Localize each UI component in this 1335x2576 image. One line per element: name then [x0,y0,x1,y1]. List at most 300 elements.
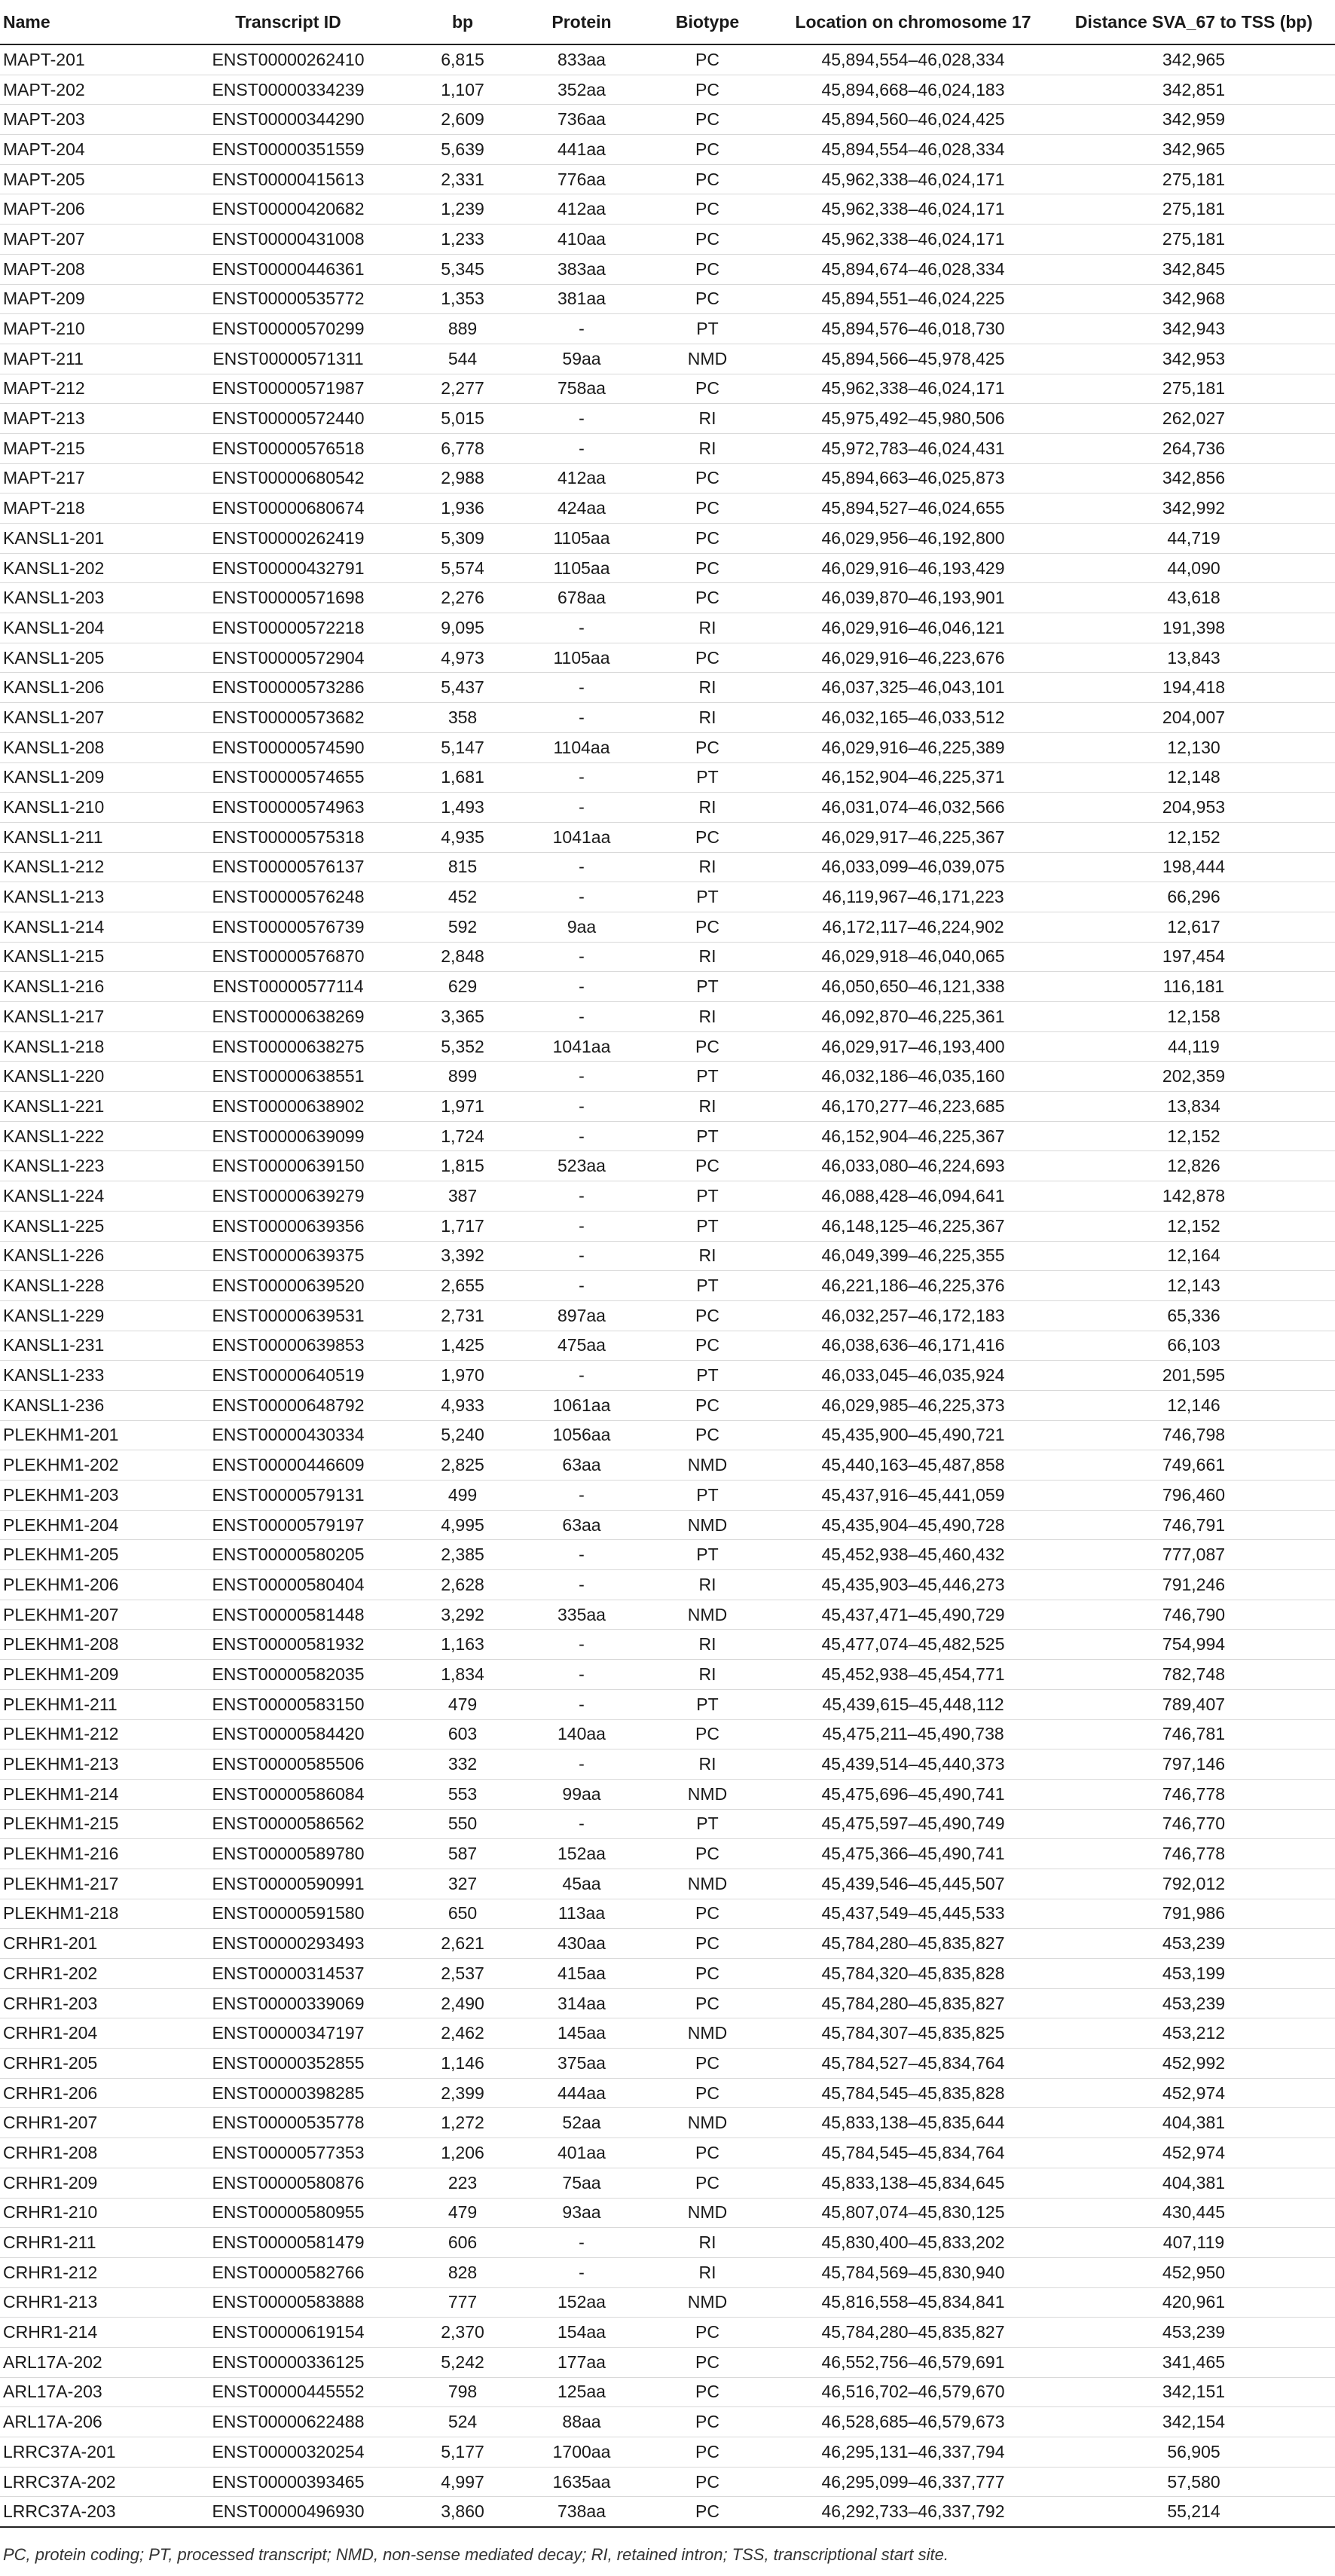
cell-name: KANSL1-229 [0,1300,173,1331]
table-row [0,1600,1335,1630]
table-row [0,1241,1335,1271]
cell-bp: 1,353 [403,284,522,314]
table-row [0,2377,1335,2407]
cell-biotype: PC [641,2437,774,2468]
cell-distance: 342,845 [1052,254,1335,284]
cell-name: KANSL1-216 [0,972,173,1002]
cell-protein: - [522,1570,641,1600]
table-row [0,164,1335,194]
table-row [0,762,1335,793]
cell-transcript-id: ENST00000576518 [173,433,403,463]
cell-biotype: PT [641,972,774,1002]
cell-biotype: PT [641,1211,774,1241]
cell-location: 46,029,918–46,040,065 [774,942,1052,972]
cell-bp: 1,425 [403,1331,522,1361]
cell-distance: 453,239 [1052,1988,1335,2018]
cell-biotype: PT [641,314,774,344]
cell-name: KANSL1-201 [0,524,173,554]
cell-location: 45,894,554–46,028,334 [774,135,1052,165]
cell-bp: 3,292 [403,1600,522,1630]
cell-bp: 327 [403,1869,522,1899]
cell-biotype: PT [641,1361,774,1391]
table-row [0,673,1335,703]
header-protein: Protein [522,0,641,44]
cell-biotype: PT [641,1121,774,1151]
cell-name: MAPT-217 [0,463,173,494]
table-row [0,1271,1335,1301]
cell-transcript-id: ENST00000415613 [173,164,403,194]
cell-location: 46,029,917–46,225,367 [774,822,1052,852]
cell-distance: 12,152 [1052,822,1335,852]
cell-biotype: RI [641,673,774,703]
cell-biotype: PC [641,822,774,852]
cell-bp: 2,848 [403,942,522,972]
cell-location: 45,830,400–45,833,202 [774,2228,1052,2258]
cell-distance: 66,103 [1052,1331,1335,1361]
cell-transcript-id: ENST00000431008 [173,225,403,255]
cell-name: KANSL1-231 [0,1331,173,1361]
table-row [0,524,1335,554]
cell-protein: - [522,613,641,643]
cell-biotype: PC [641,1331,774,1361]
cell-biotype: RI [641,613,774,643]
cell-distance: 12,158 [1052,1002,1335,1032]
cell-name: ARL17A-202 [0,2347,173,2377]
table-body [0,44,1335,2527]
cell-transcript-id: ENST00000579131 [173,1481,403,1511]
cell-transcript-id: ENST00000577114 [173,972,403,1002]
cell-transcript-id: ENST00000336125 [173,2347,403,2377]
header-biotype: Biotype [641,0,774,44]
cell-protein: - [522,972,641,1002]
cell-location: 46,295,131–46,337,794 [774,2437,1052,2468]
cell-distance: 204,953 [1052,793,1335,823]
table-row [0,613,1335,643]
cell-protein: 45aa [522,1869,641,1899]
cell-location: 46,552,756–46,579,691 [774,2347,1052,2377]
cell-bp: 2,988 [403,463,522,494]
cell-transcript-id: ENST00000262419 [173,524,403,554]
cell-bp: 650 [403,1899,522,1929]
cell-distance: 746,781 [1052,1719,1335,1749]
cell-name: LRRC37A-202 [0,2467,173,2497]
cell-biotype: PT [641,1689,774,1719]
cell-name: KANSL1-212 [0,852,173,882]
table-row [0,1121,1335,1151]
cell-bp: 1,815 [403,1151,522,1181]
table-row [0,2078,1335,2108]
cell-transcript-id: ENST00000581479 [173,2228,403,2258]
cell-biotype: PC [641,1390,774,1420]
header-bp: bp [403,0,522,44]
cell-bp: 4,933 [403,1390,522,1420]
table-row [0,1420,1335,1450]
cell-protein: 897aa [522,1300,641,1331]
cell-name: KANSL1-225 [0,1211,173,1241]
cell-bp: 524 [403,2407,522,2437]
table-row [0,254,1335,284]
cell-bp: 5,015 [403,404,522,434]
cell-protein: - [522,433,641,463]
cell-name: CRHR1-206 [0,2078,173,2108]
cell-protein: 412aa [522,463,641,494]
cell-transcript-id: ENST00000586084 [173,1779,403,1809]
cell-biotype: NMD [641,1869,774,1899]
table-row [0,732,1335,762]
cell-location: 45,894,527–46,024,655 [774,494,1052,524]
cell-bp: 3,365 [403,1002,522,1032]
cell-protein: 152aa [522,1839,641,1869]
cell-name: PLEKHM1-214 [0,1779,173,1809]
cell-name: KANSL1-217 [0,1002,173,1032]
table-row [0,2407,1335,2437]
table-row [0,1660,1335,1690]
cell-bp: 2,399 [403,2078,522,2108]
cell-protein: 59aa [522,344,641,374]
cell-distance: 12,617 [1052,912,1335,942]
cell-protein: - [522,1241,641,1271]
cell-transcript-id: ENST00000648792 [173,1390,403,1420]
cell-transcript-id: ENST00000639356 [173,1211,403,1241]
cell-bp: 5,352 [403,1031,522,1062]
cell-biotype: PC [641,1988,774,2018]
cell-distance: 782,748 [1052,1660,1335,1690]
cell-bp: 5,574 [403,553,522,583]
cell-distance: 44,090 [1052,553,1335,583]
cell-distance: 56,905 [1052,2437,1335,2468]
cell-bp: 815 [403,852,522,882]
cell-protein: 738aa [522,2497,641,2527]
table-row [0,1719,1335,1749]
cell-transcript-id: ENST00000585506 [173,1749,403,1780]
cell-distance: 55,214 [1052,2497,1335,2527]
cell-protein: 833aa [522,44,641,75]
cell-protein: - [522,703,641,733]
cell-protein: 9aa [522,912,641,942]
table-row [0,44,1335,75]
cell-biotype: PC [641,2377,774,2407]
cell-protein: 736aa [522,105,641,135]
table-row [0,1839,1335,1869]
cell-location: 45,962,338–46,024,171 [774,374,1052,404]
cell-bp: 1,107 [403,75,522,105]
cell-name: KANSL1-211 [0,822,173,852]
cell-protein: - [522,1809,641,1839]
cell-transcript-id: ENST00000622488 [173,2407,403,2437]
table-row [0,2287,1335,2318]
cell-transcript-id: ENST00000572440 [173,404,403,434]
cell-biotype: PC [641,1300,774,1331]
cell-location: 46,152,904–46,225,367 [774,1121,1052,1151]
table-row [0,314,1335,344]
table-row [0,75,1335,105]
cell-bp: 499 [403,1481,522,1511]
cell-location: 45,962,338–46,024,171 [774,225,1052,255]
cell-bp: 2,609 [403,105,522,135]
cell-transcript-id: ENST00000496930 [173,2497,403,2527]
cell-protein: 381aa [522,284,641,314]
cell-location: 45,435,900–45,490,721 [774,1420,1052,1450]
cell-protein: - [522,1181,641,1212]
cell-name: PLEKHM1-202 [0,1450,173,1481]
cell-location: 45,440,163–45,487,858 [774,1450,1052,1481]
cell-transcript-id: ENST00000334239 [173,75,403,105]
cell-transcript-id: ENST00000573682 [173,703,403,733]
cell-bp: 629 [403,972,522,1002]
cell-name: PLEKHM1-212 [0,1719,173,1749]
table-row [0,2108,1335,2138]
cell-distance: 749,661 [1052,1450,1335,1481]
cell-protein: 93aa [522,2198,641,2228]
cell-biotype: PC [641,732,774,762]
cell-bp: 550 [403,1809,522,1839]
table-row [0,1151,1335,1181]
cell-distance: 746,778 [1052,1839,1335,1869]
cell-location: 45,894,576–46,018,730 [774,314,1052,344]
cell-bp: 1,206 [403,2138,522,2168]
cell-distance: 142,878 [1052,1181,1335,1212]
cell-transcript-id: ENST00000639375 [173,1241,403,1271]
cell-location: 45,833,138–45,834,645 [774,2168,1052,2198]
cell-bp: 223 [403,2168,522,2198]
cell-protein: 352aa [522,75,641,105]
cell-name: MAPT-210 [0,314,173,344]
cell-location: 45,475,211–45,490,738 [774,1719,1052,1749]
cell-transcript-id: ENST00000580876 [173,2168,403,2198]
cell-bp: 2,825 [403,1450,522,1481]
cell-protein: 1105aa [522,643,641,673]
cell-biotype: NMD [641,1510,774,1540]
cell-biotype: PC [641,1151,774,1181]
cell-location: 46,221,186–46,225,376 [774,1271,1052,1301]
cell-protein: - [522,762,641,793]
cell-name: KANSL1-220 [0,1062,173,1092]
cell-bp: 606 [403,2228,522,2258]
cell-location: 46,032,186–46,035,160 [774,1062,1052,1092]
cell-protein: - [522,852,641,882]
cell-name: KANSL1-203 [0,583,173,613]
cell-location: 45,439,615–45,448,112 [774,1689,1052,1719]
cell-protein: 145aa [522,2018,641,2049]
cell-biotype: PC [641,2347,774,2377]
cell-protein: - [522,1211,641,1241]
cell-transcript-id: ENST00000583888 [173,2287,403,2318]
table-row [0,553,1335,583]
cell-bp: 5,242 [403,2347,522,2377]
cell-protein: 1105aa [522,553,641,583]
cell-location: 45,807,074–45,830,125 [774,2198,1052,2228]
cell-transcript-id: ENST00000638275 [173,1031,403,1062]
cell-transcript-id: ENST00000572904 [173,643,403,673]
cell-distance: 57,580 [1052,2467,1335,2497]
table-row [0,2198,1335,2228]
cell-name: PLEKHM1-218 [0,1899,173,1929]
cell-location: 45,784,569–45,830,940 [774,2257,1052,2287]
table-row [0,882,1335,912]
cell-biotype: PC [641,1420,774,1450]
cell-name: PLEKHM1-206 [0,1570,173,1600]
cell-location: 45,475,696–45,490,741 [774,1779,1052,1809]
cell-name: PLEKHM1-203 [0,1481,173,1511]
table-row [0,1002,1335,1032]
cell-protein: 758aa [522,374,641,404]
cell-location: 45,435,904–45,490,728 [774,1510,1052,1540]
cell-biotype: PC [641,1031,774,1062]
cell-protein: 335aa [522,1600,641,1630]
cell-protein: - [522,1630,641,1660]
cell-protein: 424aa [522,494,641,524]
cell-transcript-id: ENST00000591580 [173,1899,403,1929]
cell-location: 45,452,938–45,454,771 [774,1660,1052,1690]
cell-bp: 828 [403,2257,522,2287]
cell-transcript-id: ENST00000347197 [173,2018,403,2049]
cell-distance: 44,719 [1052,524,1335,554]
cell-protein: 441aa [522,135,641,165]
cell-biotype: NMD [641,1450,774,1481]
cell-location: 46,516,702–46,579,670 [774,2377,1052,2407]
cell-distance: 275,181 [1052,194,1335,225]
cell-name: KANSL1-228 [0,1271,173,1301]
cell-location: 45,452,938–45,460,432 [774,1540,1052,1570]
cell-biotype: NMD [641,2018,774,2049]
cell-transcript-id: ENST00000639099 [173,1121,403,1151]
cell-transcript-id: ENST00000582035 [173,1660,403,1690]
cell-name: PLEKHM1-201 [0,1420,173,1450]
cell-location: 46,292,733–46,337,792 [774,2497,1052,2527]
cell-transcript-id: ENST00000639520 [173,1271,403,1301]
cell-transcript-id: ENST00000639279 [173,1181,403,1212]
cell-protein: 1104aa [522,732,641,762]
cell-distance: 452,950 [1052,2257,1335,2287]
cell-distance: 342,965 [1052,135,1335,165]
table-row [0,2168,1335,2198]
cell-name: CRHR1-213 [0,2287,173,2318]
cell-protein: 152aa [522,2287,641,2318]
cell-biotype: PC [641,225,774,255]
cell-bp: 4,935 [403,822,522,852]
cell-distance: 201,595 [1052,1361,1335,1391]
cell-protein: - [522,314,641,344]
cell-biotype: PC [641,164,774,194]
cell-bp: 1,146 [403,2049,522,2079]
cell-protein: 63aa [522,1450,641,1481]
cell-transcript-id: ENST00000293493 [173,1929,403,1959]
table-row [0,793,1335,823]
cell-location: 46,119,967–46,171,223 [774,882,1052,912]
cell-distance: 420,961 [1052,2287,1335,2318]
cell-location: 46,037,325–46,043,101 [774,673,1052,703]
cell-name: KANSL1-213 [0,882,173,912]
cell-name: CRHR1-209 [0,2168,173,2198]
cell-bp: 5,437 [403,673,522,703]
cell-location: 46,092,870–46,225,361 [774,1002,1052,1032]
cell-transcript-id: ENST00000351559 [173,135,403,165]
cell-name: MAPT-212 [0,374,173,404]
cell-name: KANSL1-210 [0,793,173,823]
cell-bp: 5,309 [403,524,522,554]
cell-transcript-id: ENST00000580404 [173,1570,403,1600]
cell-distance: 452,992 [1052,2049,1335,2079]
table-row [0,2467,1335,2497]
cell-distance: 342,965 [1052,44,1335,75]
table-row [0,1181,1335,1212]
cell-protein: - [522,1121,641,1151]
cell-protein: 776aa [522,164,641,194]
cell-name: ARL17A-203 [0,2377,173,2407]
cell-bp: 553 [403,1779,522,1809]
cell-name: CRHR1-203 [0,1988,173,2018]
table-row [0,1390,1335,1420]
cell-protein: 475aa [522,1331,641,1361]
table-row [0,1450,1335,1481]
cell-transcript-id: ENST00000639853 [173,1331,403,1361]
cell-distance: 789,407 [1052,1689,1335,1719]
cell-name: PLEKHM1-217 [0,1869,173,1899]
cell-biotype: PC [641,2049,774,2079]
header-distance: Distance SVA_67 to TSS (bp) [1052,0,1335,44]
cell-distance: 342,154 [1052,2407,1335,2437]
cell-protein: 52aa [522,2108,641,2138]
cell-name: MAPT-213 [0,404,173,434]
cell-bp: 899 [403,1062,522,1092]
cell-transcript-id: ENST00000262410 [173,44,403,75]
cell-protein: 99aa [522,1779,641,1809]
table-row [0,1331,1335,1361]
cell-transcript-id: ENST00000574963 [173,793,403,823]
cell-bp: 387 [403,1181,522,1212]
table-row [0,822,1335,852]
cell-distance: 116,181 [1052,972,1335,1002]
cell-protein: 383aa [522,254,641,284]
cell-protein: - [522,2228,641,2258]
cell-biotype: RI [641,1630,774,1660]
cell-biotype: RI [641,1660,774,1690]
cell-bp: 2,331 [403,164,522,194]
cell-bp: 1,834 [403,1660,522,1690]
cell-transcript-id: ENST00000575318 [173,822,403,852]
cell-biotype: PC [641,1899,774,1929]
cell-distance: 342,856 [1052,463,1335,494]
cell-bp: 1,493 [403,793,522,823]
cell-protein: - [522,1361,641,1391]
cell-protein: 415aa [522,1959,641,1989]
cell-transcript-id: ENST00000573286 [173,673,403,703]
cell-biotype: PC [641,2168,774,2198]
cell-name: PLEKHM1-215 [0,1809,173,1839]
cell-biotype: PC [641,105,774,135]
cell-bp: 4,997 [403,2467,522,2497]
cell-location: 46,038,636–46,171,416 [774,1331,1052,1361]
cell-distance: 791,986 [1052,1899,1335,1929]
cell-biotype: PC [641,135,774,165]
cell-biotype: PT [641,1481,774,1511]
cell-bp: 592 [403,912,522,942]
cell-biotype: NMD [641,2108,774,2138]
cell-location: 46,050,650–46,121,338 [774,972,1052,1002]
cell-bp: 9,095 [403,613,522,643]
cell-biotype: NMD [641,1600,774,1630]
cell-biotype: RI [641,1002,774,1032]
cell-name: ARL17A-206 [0,2407,173,2437]
table-row [0,2347,1335,2377]
cell-name: KANSL1-218 [0,1031,173,1062]
cell-bp: 1,681 [403,762,522,793]
cell-transcript-id: ENST00000582766 [173,2257,403,2287]
cell-bp: 1,239 [403,194,522,225]
cell-bp: 1,936 [403,494,522,524]
cell-location: 45,894,663–46,025,873 [774,463,1052,494]
cell-bp: 2,276 [403,583,522,613]
